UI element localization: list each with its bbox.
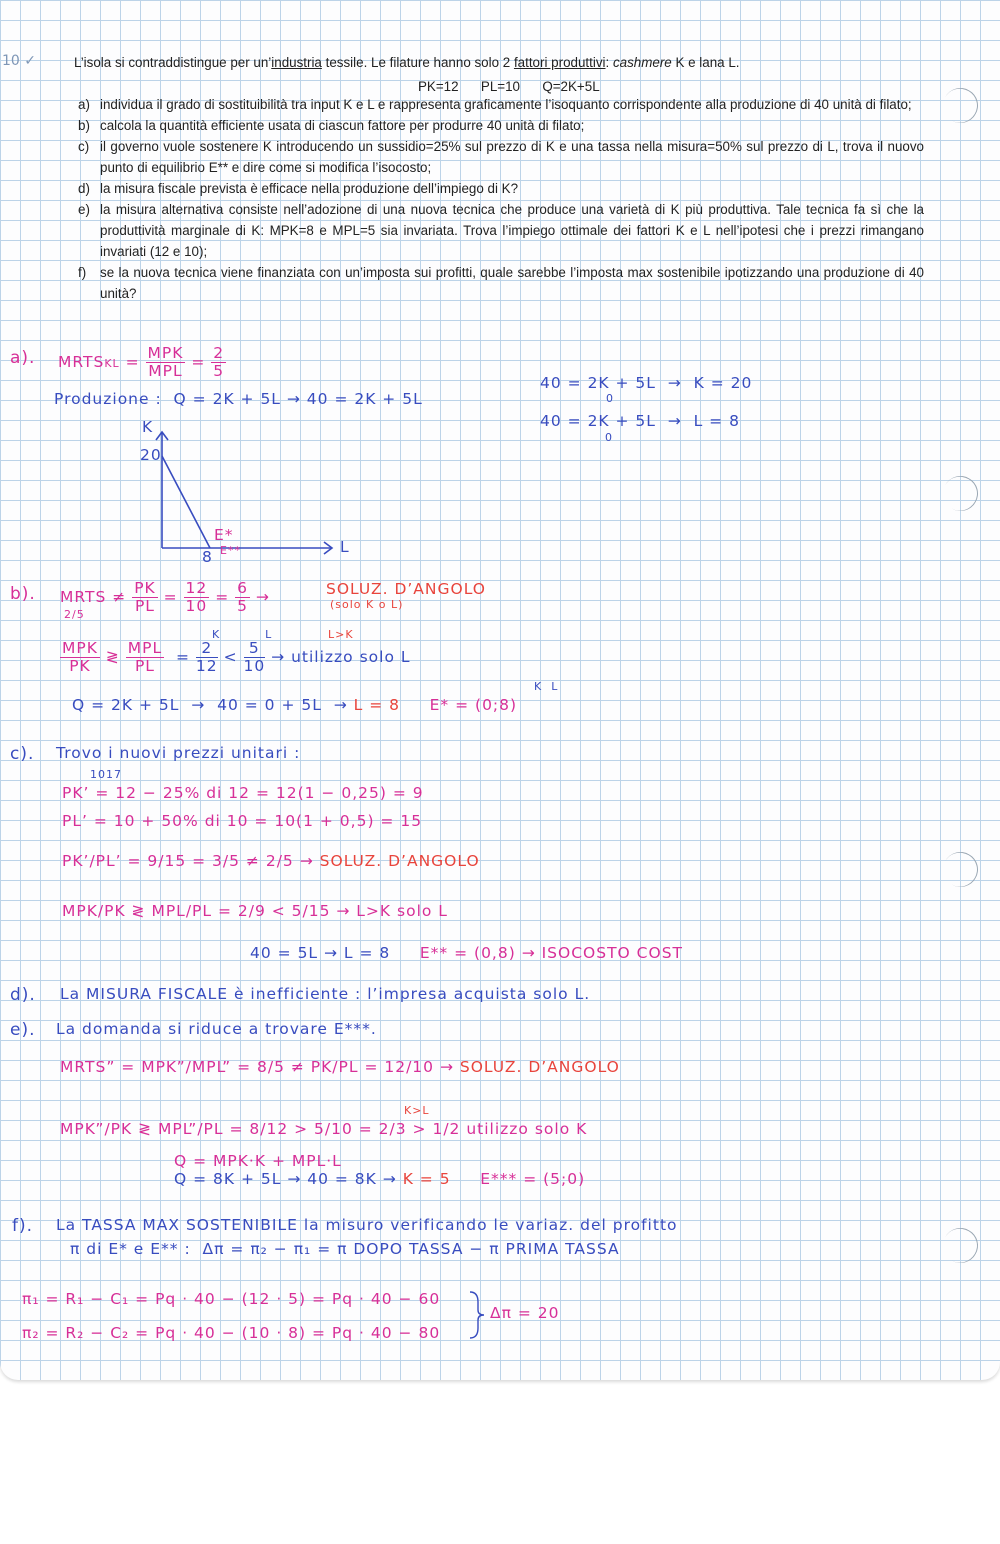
section-e-title: La domanda si riduce a trovare E***. (56, 1020, 377, 1038)
graph-l-label: L (340, 538, 350, 556)
ratio-5: 5 (237, 597, 248, 615)
graph-tick-20: 20 (140, 446, 162, 464)
binder-hole (937, 82, 985, 130)
e-star2-label: E** (220, 544, 241, 557)
quantity-line-b (72, 696, 517, 714)
question-text: se la nuova tecnica viene finanziata con un’imposta sui profitti, quale sarebbe l’imposta max sostenibile ipotizzando una produzione di 40 unità? (100, 265, 924, 301)
quantity-equation: 40 = 5L → L = 8 (250, 944, 391, 962)
mpl-denominator: MPL (148, 362, 183, 380)
graph-tick-8: 8 (202, 548, 213, 566)
compare-symbol: ≷ (105, 648, 120, 666)
pl-denominator: PL (134, 597, 155, 615)
quantity-equation: Q = 2K + 5L → 40 = 0 + 5L → (72, 696, 348, 714)
isoquant-line (162, 456, 210, 548)
value-12: 12 (195, 657, 218, 675)
graph-k-label: K (142, 418, 154, 436)
brace-icon (466, 1290, 486, 1340)
kl-labels-small: K L (534, 680, 559, 693)
mp-over-price (60, 640, 164, 675)
question-text: la misura alternativa consiste nell’adozione di una nuova tecnica che produce una varietà di K più produttiva. Tale tecnica fa sì che la produttività marginale di K: MPK=8 e MPL=5 sia invariata. Trova l’impiego ottimale dei fattori K e L nell’ipotesi che i prezzi rimangano invariati (12 e 10); (100, 202, 924, 259)
section-d-text: La MISURA FISCALE è inefficiente : l’impresa acquista solo L. (60, 985, 591, 1003)
intro-text: L’isola si contraddistingue per un’ (74, 55, 272, 70)
question-item (78, 178, 924, 199)
question-item (78, 115, 924, 136)
use-only-k: utilizzo solo K (466, 1120, 588, 1138)
mp-over-price-values: = $\frac{2}{12}$ < $\frac{5}{10}$ → utilizzo solo L (176, 639, 411, 675)
intro-text-underlined: industria (271, 55, 322, 70)
pl-denominator: PL (134, 657, 155, 675)
intro-text-italic: cashmere (612, 55, 672, 70)
result-l: L = 8 (353, 696, 400, 714)
question-item (78, 262, 924, 304)
pk-numerator: PK (134, 579, 156, 597)
profit-1: π₁ = R₁ − C₁ = Pq · 40 − (12 · 5) = Pq · 40 − 60 (22, 1290, 441, 1308)
question-item (78, 136, 924, 178)
section-c-label: c). (10, 744, 35, 764)
corner-solution-note: SOLUZ. D’ANGOLO (326, 580, 487, 598)
mpk-numerator: MPK (62, 639, 98, 657)
price-12: 12 (185, 579, 208, 597)
e-star-label: E* (214, 526, 234, 544)
value-5: 5 (244, 640, 266, 658)
section-d-label: d). (10, 985, 36, 1005)
ratio-denominator: 5 (213, 362, 225, 380)
intro-text-underlined: fattori produttivi (513, 55, 606, 70)
binder-hole (937, 846, 985, 894)
intro-text: : (605, 55, 613, 70)
profit-2: π₂ = R₂ − C₂ = Pq · 40 − (10 · 8) = Pq · 40 − 80 (22, 1324, 441, 1342)
question-list (78, 94, 924, 304)
question-text: il governo vuole sostenere K introducendo un sussidio=25% sul prezzo di K e una tassa nella misura=50% sul prezzo di L, trova il nuovo punto di equilibrio E** e dire come si modifica l’isocosto; (100, 139, 924, 175)
note-number: 1017 (90, 768, 122, 781)
section-a-label: a). (10, 348, 36, 368)
value-2: 2 (196, 640, 218, 658)
result-k: K = 5 (402, 1170, 451, 1188)
mrts-formula: MRTSKL = $\frac{\text{MPK}}{\text{MPL}}$ = $\frac{2}{5}$ (58, 344, 225, 380)
section-f-line2: π di E* e E** : Δπ = π₂ − π₁ = π DOPO TASSA − π PRIMA TASSA (70, 1240, 620, 1258)
section-f-line1: La TASSA MAX SOSTENIBILE la misuro verificando le variaz. del profitto (56, 1216, 678, 1234)
binder-hole (937, 1222, 985, 1270)
mp-compare-e (60, 1120, 587, 1138)
question-label: d) (78, 181, 90, 196)
question-label: c) (78, 139, 90, 154)
question-label: b) (78, 118, 90, 133)
exercise-number: 10 ✓ (2, 53, 36, 69)
mrts-new (60, 1058, 620, 1076)
section-b-label: b). (10, 584, 36, 604)
value-10: 10 (243, 657, 266, 675)
quantity-line-e (174, 1170, 585, 1188)
corner-solution-sub: (solo K o L) (330, 598, 404, 611)
new-price-ratio (62, 852, 480, 870)
mrts-neq-text: MRTS ≠ (60, 588, 127, 606)
mpl-numerator: MPL (127, 639, 163, 657)
equilibrium-e-star: E* = (0;8) (429, 696, 518, 714)
new-price-l: PL’ = 10 + 50% di 10 = 10(1 + 0,5) = 15 (62, 812, 423, 830)
intercept-l: 40 = 2K + 5L → L = 8 (540, 412, 740, 430)
mrts-new-text: MRTS” = MPK”/MPL” = 8/5 ≠ PK/PL = 12/10 → (60, 1058, 454, 1076)
new-price-k: PK’ = 12 − 25% di 12 = 12(1 − 0,25) = 9 (62, 784, 424, 802)
isoquant-graph (130, 420, 370, 570)
mpk-numerator: MPK (147, 344, 184, 362)
ratio-numerator: 2 (213, 344, 225, 362)
corner-solution-note: SOLUZ. D’ANGOLO (459, 1058, 620, 1076)
question-text: calcola la quantità efficiente usata di ciascun fattore per produrre 40 unità di filato; (100, 118, 585, 133)
price-10: 10 (185, 597, 208, 615)
k-greater-l: K>L (404, 1104, 430, 1117)
exercise-intro (74, 55, 974, 70)
mrts-value: 2/5 (64, 608, 85, 621)
kl-labels: K L (212, 628, 273, 641)
production-formula-e: Q = MPK·K + MPL·L (174, 1152, 342, 1170)
quantity-equation: Q = 8K + 5L → 40 = 8K → (174, 1170, 397, 1188)
section-f-label: f). (12, 1216, 34, 1236)
zero-mark: 0 (606, 392, 614, 405)
profit-delta: Δπ = 20 (490, 1304, 560, 1322)
ratio-text: PK’/PL’ = 9/15 = 3/5 ≠ 2/5 → (62, 852, 314, 870)
l-greater-k: L>K (328, 628, 354, 641)
section-e-label: e). (10, 1020, 36, 1040)
zero-mark: 0 (605, 431, 613, 444)
exercise-prices: PK=12 PL=10 Q=2K+5L (418, 79, 600, 94)
production-line: Produzione : Q = 2K + 5L → 40 = 2K + 5L (54, 390, 423, 408)
intro-text: tessile. Le filature hanno solo 2 (321, 55, 514, 70)
mp-compare-c: MPK/PK ≷ MPL/PL = 2/9 < 5/15 → L>K solo L (62, 902, 448, 920)
use-only-l: utilizzo solo L (291, 648, 411, 666)
mrts-text: MRTS (58, 353, 105, 371)
mrts-vs-price: MRTS ≠ $\frac{PK}{PL}$ = $\frac{12}{10}$ = $\frac{6}{5}$ → (60, 579, 270, 615)
binder-hole (937, 470, 985, 518)
result-c (250, 944, 683, 962)
ratio-6: 6 (237, 579, 248, 597)
question-text: la misura fiscale prevista è efficace nella produzione dell’impiego di K? (100, 181, 519, 196)
equilibrium-e-star3: E*** = (5;0) (480, 1170, 586, 1188)
intro-text: K e lana L. (671, 55, 740, 70)
equilibrium-e-star2: E** = (0,8) → ISOCOSTO COST (419, 944, 684, 962)
question-label: e) (78, 202, 90, 217)
compare-text: MPK”/PK ≷ MPL”/PL = 8/12 > 5/10 = 2/3 > 1/2 (60, 1120, 461, 1138)
pk-denominator: PK (69, 657, 91, 675)
question-item (78, 199, 924, 262)
corner-solution-note: SOLUZ. D’ANGOLO (319, 852, 480, 870)
intercept-k: 40 = 2K + 5L → K = 20 (540, 374, 753, 392)
question-text: individua il grado di sostituibilità tra input K e L e rappresenta graficamente l’isoquanto corrispondente alla produzione di 40 unità di filato; (100, 97, 912, 112)
question-label: f) (78, 265, 87, 280)
question-label: a) (78, 97, 90, 112)
section-c-title: Trovo i nuovi prezzi unitari : (56, 744, 301, 762)
mrts-subscript: KL (104, 357, 120, 370)
question-item (78, 94, 924, 115)
